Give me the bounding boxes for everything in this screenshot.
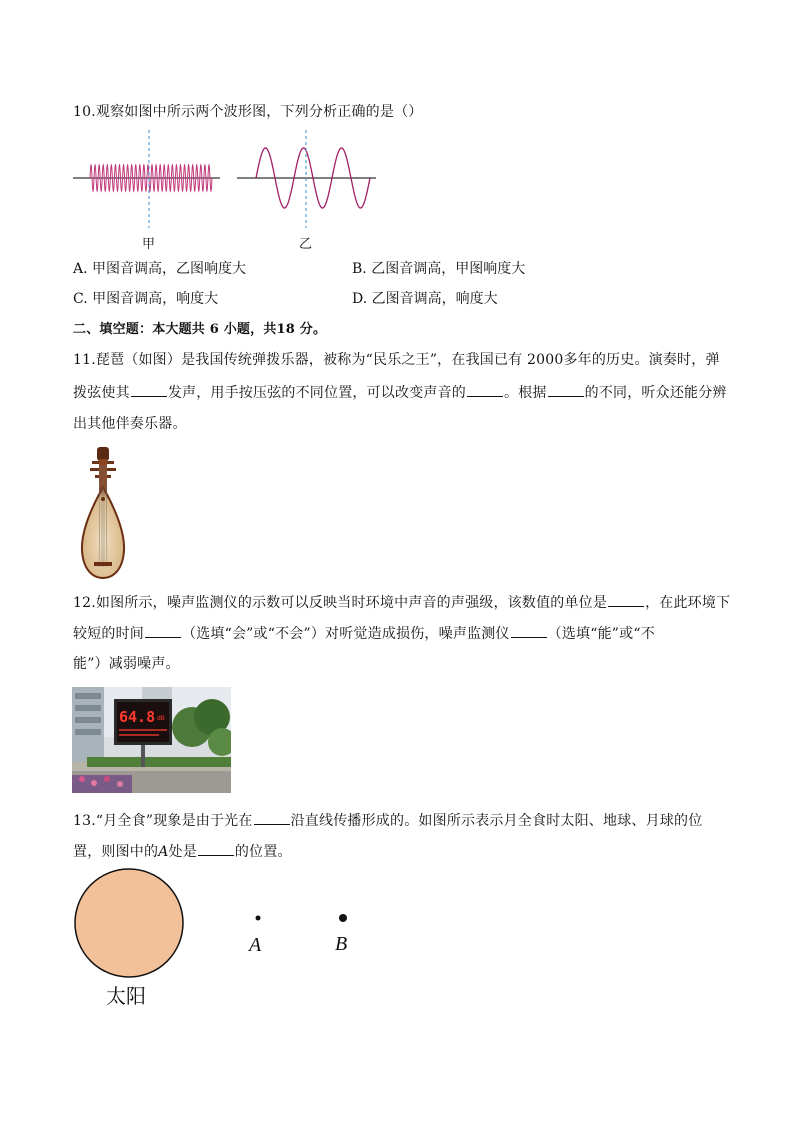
q13-text-d: 处是 (168, 844, 197, 860)
point-b-dot (339, 914, 347, 922)
point-a-dot (256, 916, 261, 921)
q12-line3: 能”）减弱噪声。 (73, 656, 180, 672)
noise-monitor-photo (72, 687, 231, 793)
point-a-label: A (249, 934, 262, 956)
q12-text-a: 12.如图所示，噪声监测仪的示数可以反映当时环境中声音的声强级，该数值的单位是 (73, 595, 608, 611)
point-b-label: B (335, 933, 348, 955)
q11-blank-1[interactable] (131, 382, 167, 397)
q11-blank-2[interactable] (467, 382, 503, 397)
q12-text-b: ，在此环境下 (645, 595, 731, 611)
q11-line1: 11.琵琶（如图）是我国传统弹拨乐器，被称为“民乐之王”，在我国已有 2000多年的历史。演奏时，弹 (73, 352, 720, 368)
jia-waveform (90, 165, 212, 191)
eclipse-diagram (70, 868, 380, 1013)
q11-blank-3[interactable] (548, 382, 584, 397)
q10-option-d: D. 乙图音调高，响度大 (352, 291, 498, 307)
q11-text-c: 。根据 (504, 385, 547, 401)
section-score: 18 (276, 322, 296, 337)
q10-option-c: C. 甲图音调高，响度大 (73, 291, 219, 307)
q13-blank-2[interactable] (198, 841, 234, 856)
q10-label-yi: 乙 (299, 237, 313, 252)
q12-text-c: 较短的时间 (73, 626, 144, 642)
q12-line2 (73, 623, 655, 644)
q11-line3: 出其他伴奏乐器。 (73, 416, 187, 432)
q10-option-b: B. 乙图音调高，甲图响度大 (352, 261, 526, 277)
sun-label: 太阳 (106, 984, 146, 1008)
q10-waveforms (70, 128, 390, 240)
q13-text-b: 沿直线传播形成的。如图所示表示月全食时太阳、地球、月球的位 (290, 813, 703, 829)
section-count: 6 (209, 322, 219, 337)
q13-text-e: 的位置。 (234, 844, 292, 860)
q11-text-d: 的不同，听众还能分辨 (584, 385, 727, 401)
section-suffix: 分。 (299, 322, 327, 337)
monitor-unit: dB (157, 715, 165, 722)
q11-line2 (73, 382, 727, 403)
q12-blank-2[interactable] (145, 623, 181, 638)
q13-line1 (73, 810, 702, 831)
q10-label-jia: 甲 (142, 237, 156, 252)
q12-blank-3[interactable] (511, 623, 547, 638)
q13-var-a: A (158, 844, 169, 860)
q11-text-a: 拨弦使其 (73, 385, 130, 401)
section-prefix: 二、填空题：本大题共 (73, 322, 206, 337)
q12-blank-1[interactable] (608, 592, 644, 607)
q10-option-a: A. 甲图音调高，乙图响度大 (73, 261, 247, 277)
sun-circle (75, 869, 183, 977)
q12-text-d: （选填“会”或“不会”）对听觉造成损伤，噪声监测仪 (182, 626, 510, 642)
q13-text-c: 置，则图中的 (73, 844, 159, 860)
q12-text-e: （选填“能”或“不 (547, 626, 655, 642)
q11-text-b: 发声，用手按压弦的不同位置，可以改变声音的 (167, 385, 467, 401)
section-heading (73, 320, 326, 340)
monitor-reading: 64.8 (119, 708, 156, 726)
q13-line2 (73, 841, 292, 862)
pipa-image (78, 445, 128, 581)
section-mid: 小题，共 (223, 322, 277, 337)
q13-text-a: 13.“月全食”现象是由于光在 (73, 813, 253, 829)
q13-blank-1[interactable] (254, 810, 290, 825)
q12-line1 (73, 592, 730, 613)
q10-stem: 10.观察如图中所示两个波形图，下列分析正确的是（） (73, 104, 423, 120)
